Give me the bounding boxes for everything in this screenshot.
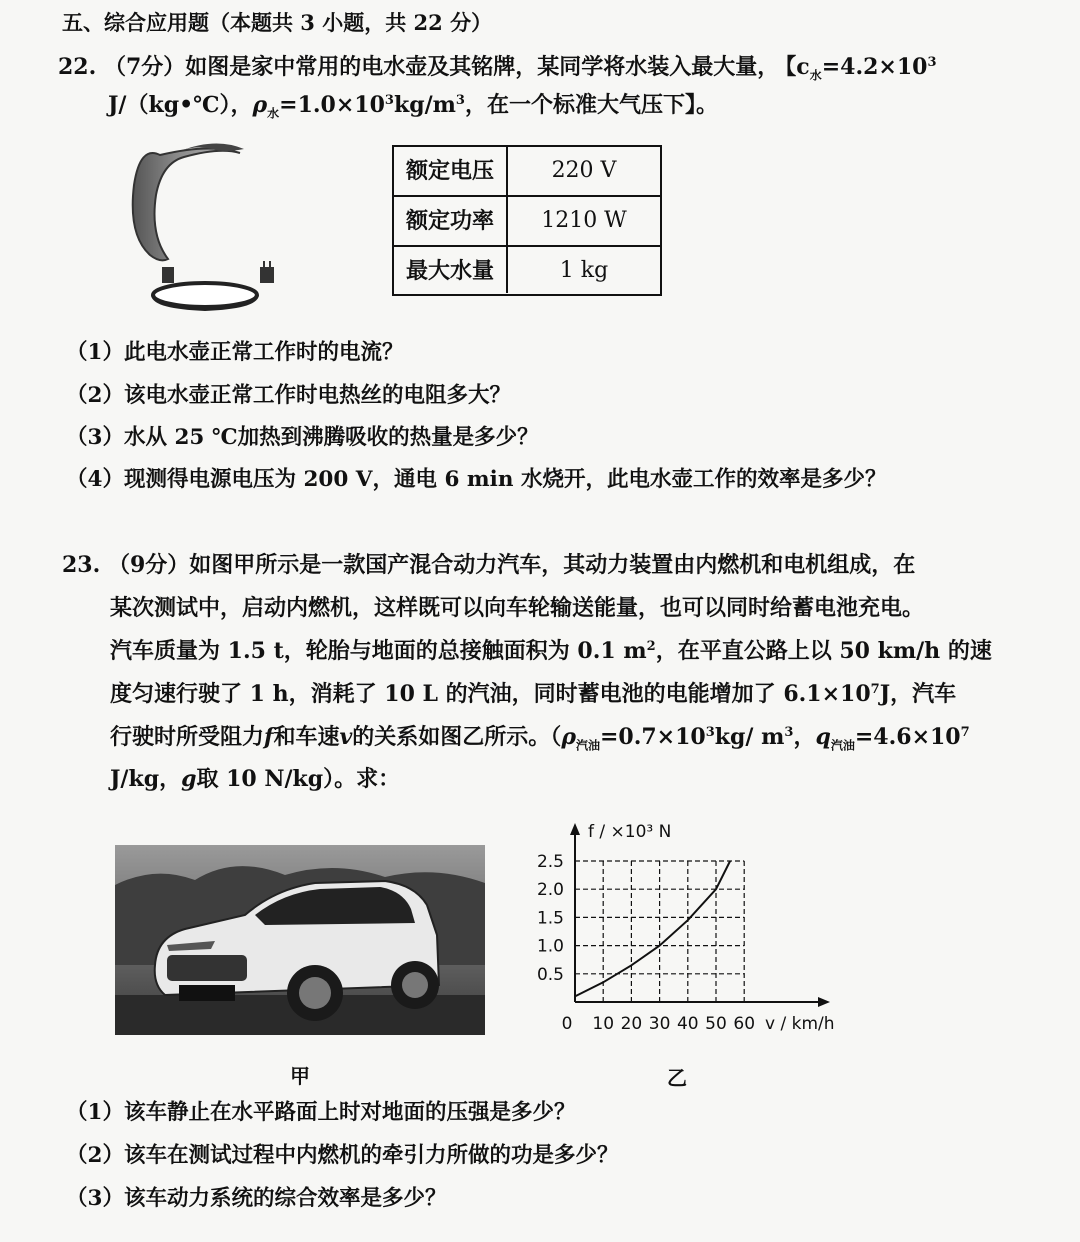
kettle-image bbox=[120, 135, 290, 315]
q23-line3 bbox=[110, 636, 992, 666]
figure-a-caption: 甲 bbox=[290, 1064, 310, 1088]
q23-line5-rho: ρ bbox=[561, 724, 576, 750]
x-tick-label: 40 bbox=[676, 1014, 699, 1034]
y-tick-label: 0.5 bbox=[536, 964, 564, 985]
q22-points: （7分） bbox=[103, 54, 186, 80]
y-axis-label: f / ×10³ N bbox=[588, 822, 672, 842]
q23-line5b: 和车速 bbox=[273, 724, 340, 750]
q22-stem-line1 bbox=[58, 52, 937, 90]
q23-line5g: =4.6×10 bbox=[854, 724, 961, 750]
nameplate-row bbox=[394, 247, 660, 293]
q22-stem-line2 bbox=[108, 90, 718, 128]
q23-line5-q: q bbox=[815, 724, 831, 750]
q23-line5-exp2: 3 bbox=[784, 725, 794, 740]
q23-line5-q-sub: 汽油 bbox=[830, 738, 855, 753]
q23-line1-text: 如图甲所示是一款国产混合动力汽车，其动力装置由内燃机和电机组成，在 bbox=[189, 552, 916, 578]
q23-line5c: 的关系如图乙所示。（ bbox=[352, 724, 562, 750]
nameplate-label: 额定功率 bbox=[394, 197, 508, 245]
nameplate-label: 额定电压 bbox=[394, 147, 508, 195]
x-tick-labels bbox=[562, 1014, 755, 1034]
q23-line5a: 行驶时所受阻力 bbox=[110, 724, 265, 750]
y-tick-label: 2.5 bbox=[536, 852, 564, 872]
q23-line3-exp: 2 bbox=[646, 639, 656, 654]
q23-line6-g: g bbox=[181, 766, 197, 792]
q23-line6b: 取 10 N/kg）。求： bbox=[196, 766, 401, 792]
nameplate-row bbox=[394, 197, 660, 247]
q22-rho-unit: kg/m bbox=[393, 92, 456, 118]
q23-line5-exp3: 7 bbox=[960, 725, 970, 740]
q22-c-sub: 水 bbox=[809, 68, 822, 83]
nameplate-value: 220 V bbox=[551, 158, 617, 183]
q23-line5 bbox=[110, 722, 970, 760]
nameplate-value: 1 kg bbox=[559, 258, 609, 283]
q23-sub-question-3: （3）该车动力系统的综合效率是多少？ bbox=[66, 1186, 447, 1211]
y-tick-label: 2.0 bbox=[536, 880, 564, 901]
x-tick-label: 50 bbox=[705, 1014, 727, 1034]
figure-b-caption: 乙 bbox=[667, 1066, 687, 1090]
q22-rho-sub: 水 bbox=[267, 106, 280, 121]
q22-sub-question-4: （4）现测得电源电压为 200 V，通电 6 min 水烧开，此电水壶工作的效率是多少？ bbox=[66, 467, 887, 492]
q22-stem-text: 如图是家中常用的电水壶及其铭牌，某同学将水装入最大量， bbox=[185, 54, 780, 80]
q23-line5-f: f bbox=[264, 724, 274, 750]
q23-line1 bbox=[62, 550, 915, 580]
q23-line4 bbox=[110, 679, 956, 709]
y-tick-labels bbox=[537, 852, 564, 985]
q22-sub-question-2: （2）该电水壶正常工作时电热丝的电阻多大？ bbox=[66, 383, 511, 408]
q22-number: 22. bbox=[58, 54, 97, 80]
resistance-speed-chart bbox=[520, 815, 850, 1040]
q23-line3a: 汽车质量为 1.5 t，轮胎与地面的总接触面积为 0.1 m bbox=[110, 638, 647, 664]
q23-line4-exp: 7 bbox=[870, 682, 880, 697]
q23-line6 bbox=[110, 764, 400, 794]
y-tick-label: 1.5 bbox=[536, 908, 564, 929]
q22-rho-unit-exp: 3 bbox=[455, 93, 465, 108]
q22-c-label: 【c bbox=[785, 54, 810, 80]
q22-rho-label: ρ bbox=[252, 92, 268, 118]
q23-line4b: J，汽车 bbox=[879, 681, 957, 707]
q23-line2: 某次测试中，启动内燃机，这样既可以向车轮输送能量，也可以同时给蓄电池充电。 bbox=[110, 595, 925, 621]
x-tick-label: 60 bbox=[733, 1014, 756, 1034]
q22-c-exp: 3 bbox=[927, 55, 937, 70]
x-axis-label: v / km/h bbox=[765, 1014, 835, 1034]
q22-rho-exp: 3 bbox=[384, 93, 394, 108]
x-tick-label: 20 bbox=[620, 1014, 643, 1034]
q23-line5e: kg/ m bbox=[714, 724, 785, 750]
q23-points: （9分） bbox=[107, 552, 190, 578]
q22-sub-question-3: （3）水从 25 ℃加热到沸腾吸收的热量是多少？ bbox=[66, 425, 539, 450]
x-tick-label: 10 bbox=[592, 1014, 615, 1034]
x-tick-label: 30 bbox=[648, 1014, 671, 1034]
q23-line5-exp1: 3 bbox=[705, 725, 715, 740]
q23-line4a: 度匀速行驶了 1 h，消耗了 10 L 的汽油，同时蓄电池的电能增加了 6.1×10 bbox=[110, 681, 871, 707]
q23-line5-rho-sub: 汽油 bbox=[575, 738, 600, 753]
y-axis-arrow-icon bbox=[570, 823, 580, 835]
q23-line5f: ， bbox=[793, 724, 816, 750]
x-tick-label: 0 bbox=[561, 1014, 573, 1034]
nameplate-value: 1210 W bbox=[541, 208, 627, 233]
nameplate-label: 最大水量 bbox=[394, 247, 508, 293]
data-line bbox=[575, 861, 730, 996]
q23-line6a: J/kg， bbox=[110, 766, 182, 792]
q22-stem-end: ，在一个标准大气压下】。 bbox=[464, 92, 718, 118]
q23-line3b: ，在平直公路上以 50 km/h 的速 bbox=[655, 638, 992, 664]
q23-line5d: =0.7×10 bbox=[599, 724, 706, 750]
q23-sub-question-2: （2）该车在测试过程中内燃机的牵引力所做的功是多少？ bbox=[66, 1143, 619, 1168]
q22-c-value: =4.2×10 bbox=[821, 54, 928, 80]
nameplate-row bbox=[394, 147, 660, 197]
section-title: 五、综合应用题（本题共 3 小题，共 22 分） bbox=[62, 10, 493, 35]
q22-sub-question-1: （1）此电水壶正常工作时的电流？ bbox=[66, 340, 404, 365]
q22-unit: J/（kg•℃）， bbox=[108, 92, 253, 118]
q23-line5-v: v bbox=[339, 724, 353, 750]
nameplate-table bbox=[392, 145, 662, 296]
q23-sub-question-1: （1）该车静止在水平路面上时对地面的压强是多少？ bbox=[66, 1100, 576, 1125]
q23-number: 23. bbox=[62, 552, 101, 578]
x-axis-arrow-icon bbox=[818, 997, 830, 1007]
car-photo bbox=[115, 845, 485, 1035]
y-tick-label: 1.0 bbox=[536, 936, 564, 957]
q22-rho-value: =1.0×10 bbox=[279, 92, 385, 118]
